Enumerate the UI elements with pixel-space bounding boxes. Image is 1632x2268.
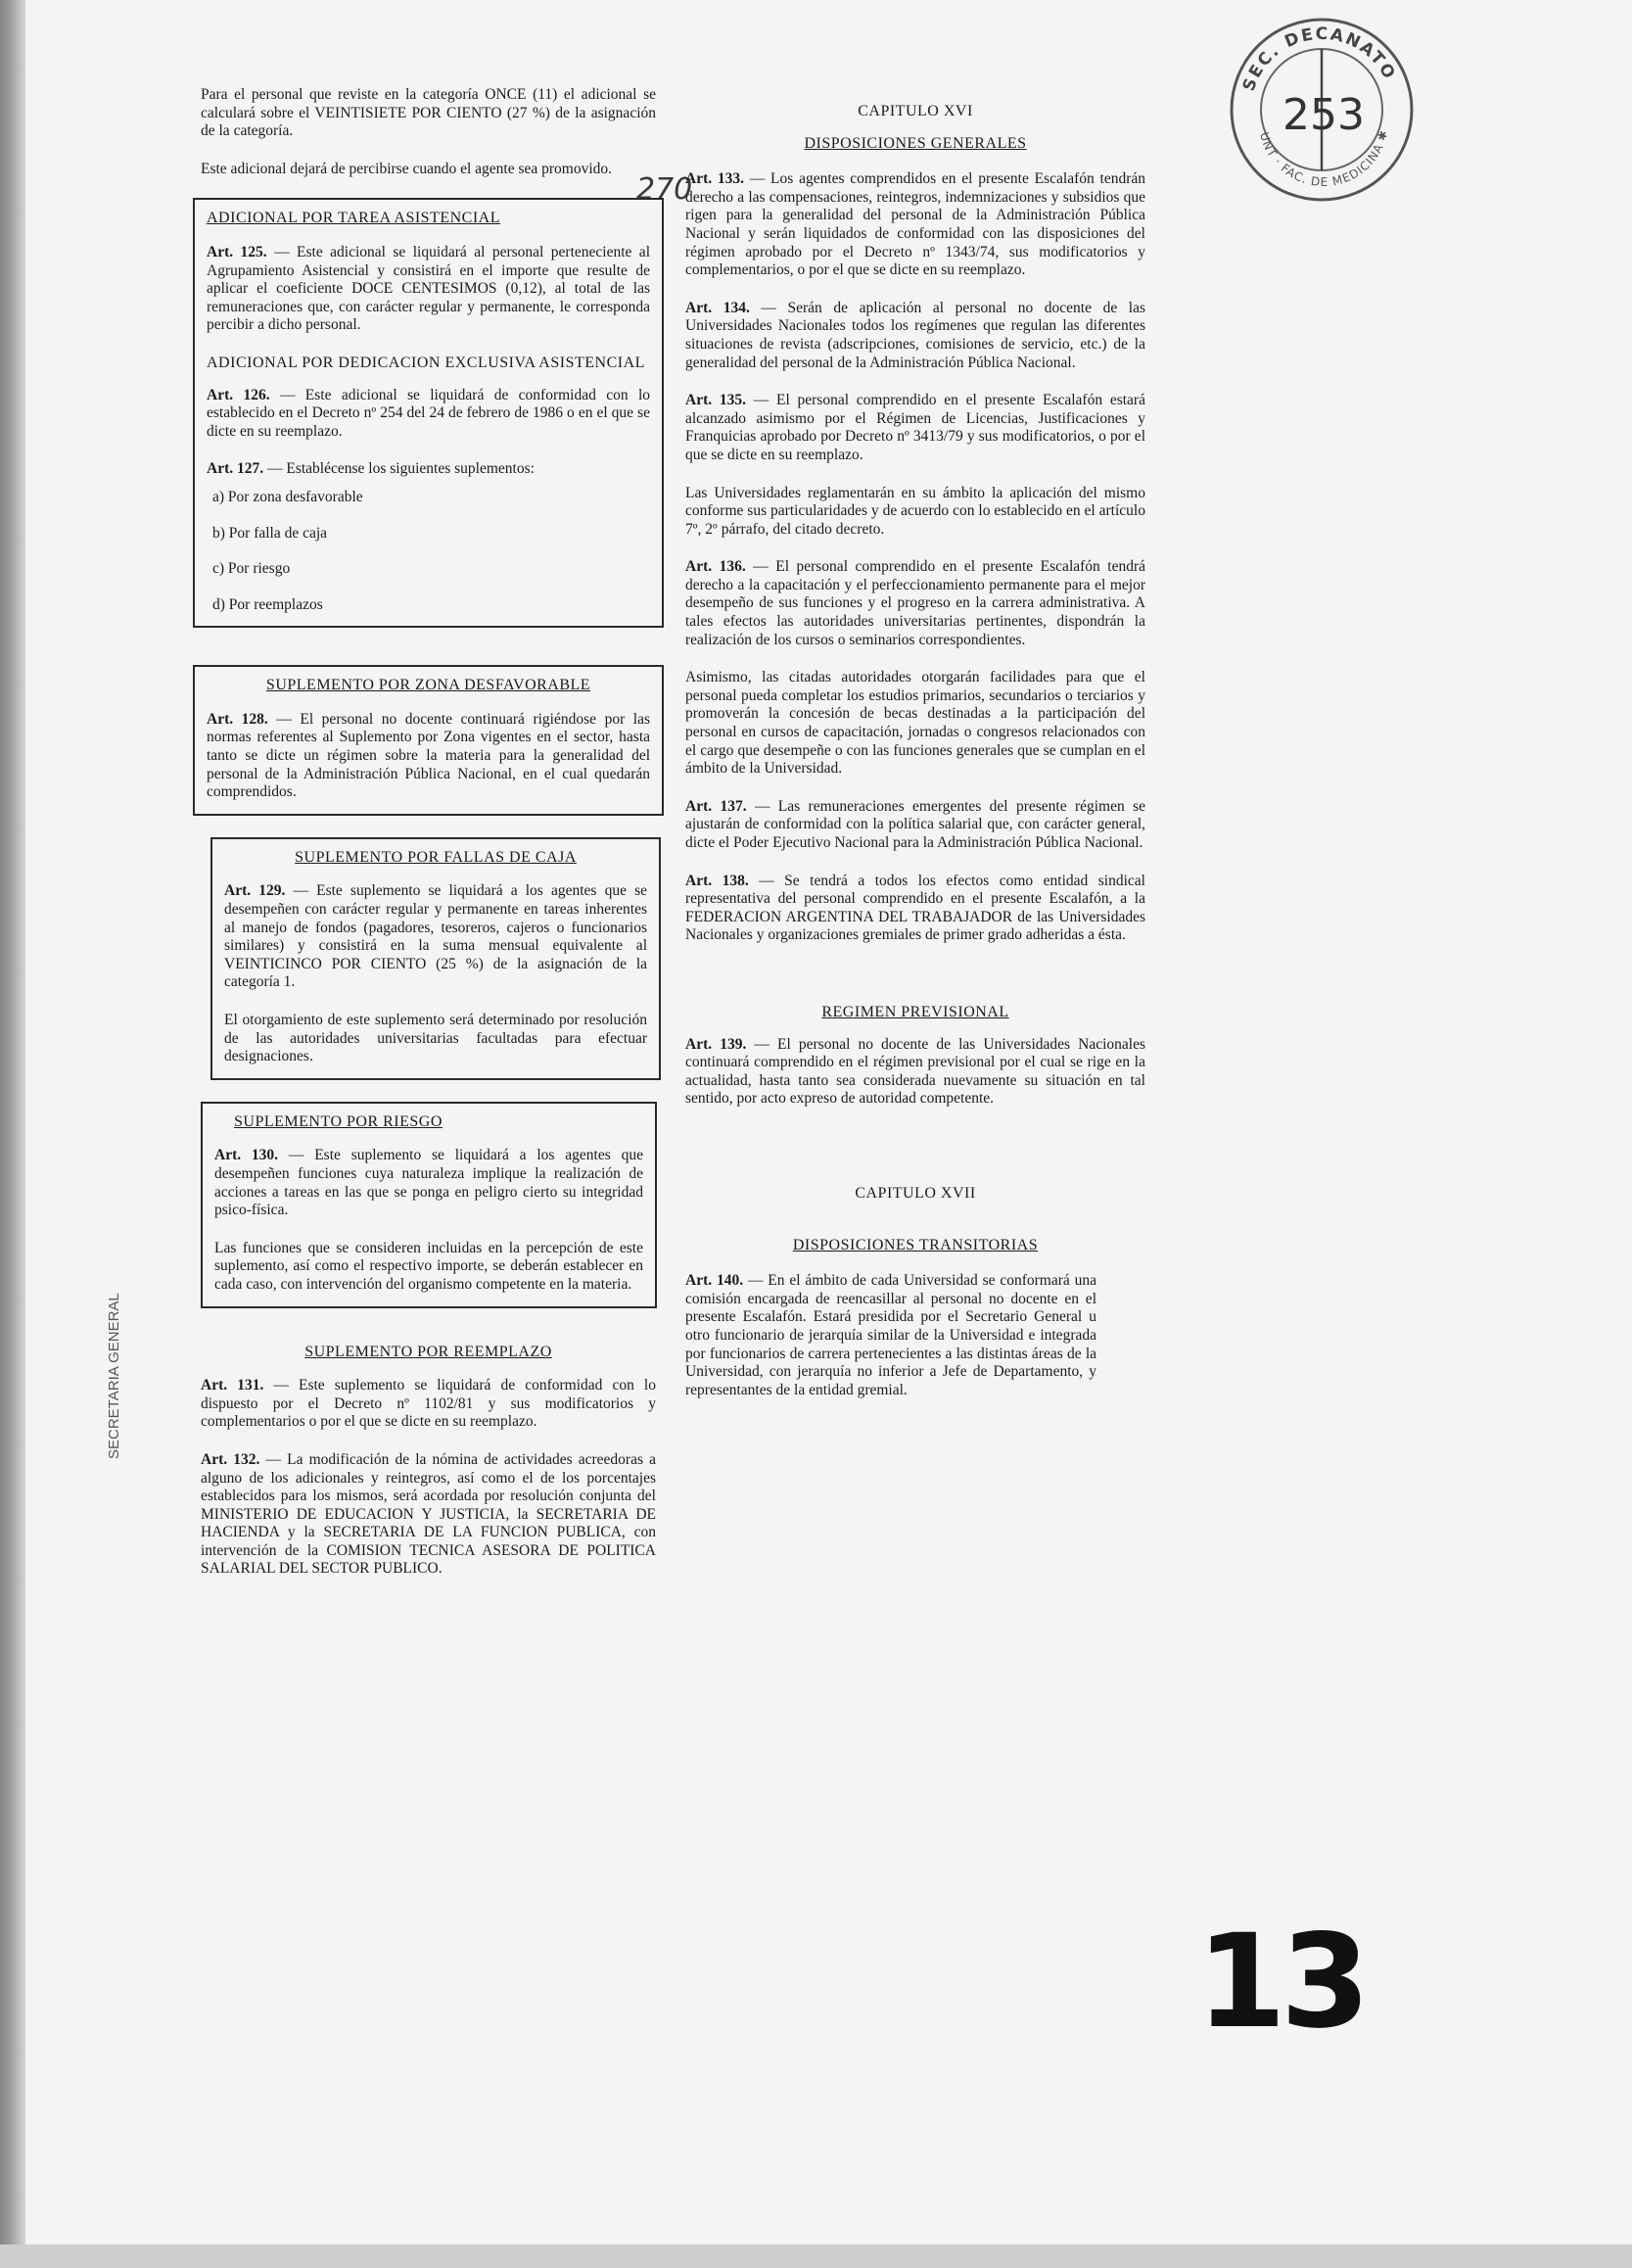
article-number: Art. 127. (207, 460, 264, 478)
article-text: — Establécense los siguientes suplementos: (267, 460, 535, 478)
box-fallas-de-caja (210, 837, 661, 1080)
scan-edge-shadow (0, 0, 25, 2268)
article-139 (685, 1036, 1145, 1109)
list-item: a) Por zona desfavorable (212, 488, 363, 505)
article-128 (207, 711, 650, 802)
page-number: 13 (1196, 1907, 1365, 2057)
article-number: Art. 137. (685, 797, 747, 815)
article-number: Art. 134. (685, 299, 750, 316)
article-text: — Las remuneraciones emergentes del presente régimen se ajustarán de conformidad con la política salarial que, con carácter general, dicte el Poder Ejecutivo Nacional para la Administración Pública Nacional. (685, 797, 1145, 851)
article-number: Art. 139. (685, 1035, 747, 1053)
article-133 (685, 170, 1145, 280)
article-number: Art. 126. (207, 386, 270, 403)
article-text: — Este suplemento se liquidará a los agentes que se desempeñen con carácter regular y permanente en tareas inherentes al manejo de fondos (pagadores, tesoreros, cajeros o funcionarios similares) y consistirá en la suma mensual equivalente al VEINTICINCO POR CIENTO (25 %) de la asignación de la categoría 1. (224, 882, 647, 991)
chapter-16-label: CAPITULO XVI (858, 103, 973, 119)
chapter-17-title: DISPOSICIONES TRANSITORIAS (792, 1236, 1039, 1253)
article-130-paragraph-2: Las funciones que se consideren incluidas en la percepción de este suplemento, así como el respectivo importe, se deberán establecer en cada caso, con intervención del organismo competente en la materia. (214, 1239, 643, 1293)
article-text: — Este suplemento se liquidará de conformidad con lo dispuesto por el Decreto nº 1102/81 y sus modificatorios y complementarios o por el que se dicte en su reemplazo. (201, 1377, 656, 1431)
article-number: Art. 129. (224, 882, 286, 900)
article-text: — En el ámbito de cada Universidad se conformará una comisión encargada de reencasillar al personal no docente en el presente Escalafón. Estará presidida por el Secretario General u otro funcionario de jerarquía similar de la Universidad e integrada por funcionarios de carrera pertenecientes a las distintas áreas de la Universidad, con jerarquía no inferior a Jefe de Departamento, y representantes de la entidad gremial. (685, 1272, 1097, 1398)
article-text: — Este adicional se liquidará al personal perteneciente al Agrupamiento Asistencial y consistirá en el importe que resulte de aplicar el coeficiente DOCE CENTESIMOS (0,12), al total de las remuneraciones que, con carácter regular y permanente, le corresponda percibir a dicho personal. (207, 243, 650, 334)
intro-paragraph-2: Este adicional dejará de percibirse cuando el agente sea promovido. (201, 160, 613, 177)
list-item: c) Por riesgo (212, 560, 291, 578)
article-136 (685, 558, 1145, 649)
article-number: Art. 131. (201, 1377, 264, 1394)
scan-bottom-band (0, 2244, 1632, 2268)
heading-dedicacion-exclusiva: ADICIONAL POR DEDICACION EXCLUSIVA ASISTENCIAL (207, 354, 645, 371)
right-column (685, 103, 1145, 1419)
list-item: d) Por reemplazos (212, 595, 323, 613)
article-129 (224, 882, 647, 992)
box-adicional-asistencial (193, 198, 664, 628)
heading-reemplazo: SUPLEMENTO POR REEMPLAZO (304, 1343, 552, 1360)
article-number: Art. 130. (214, 1147, 279, 1164)
article-number: Art. 133. (685, 170, 745, 188)
stamp-number: 253 (1282, 90, 1365, 140)
article-140 (685, 1272, 1096, 1399)
svg-text:SEC. DECANATO: SEC. DECANATO (1238, 24, 1400, 94)
article-number: Art. 138. (685, 872, 749, 889)
heading-regimen-previsional: REGIMEN PREVISIONAL (821, 1003, 1009, 1020)
chapter-16-title: DISPOSICIONES GENERALES (804, 134, 1027, 152)
heading-fallas-de-caja: SUPLEMENTO POR FALLAS DE CAJA (295, 848, 577, 866)
article-text: — Este adicional se liquidará de conformidad con lo establecido en el Decreto nº 254 del 24 de febrero de 1986 o en el que se dicte en su reemplazo. (207, 386, 650, 440)
article-131 (201, 1377, 656, 1432)
intro-paragraph-1: Para el personal que reviste en la categoría ONCE (11) el adicional se calculará sobre el VEINTISIETE POR CIENTO (27 %) de la asignación de la categoría. (201, 86, 656, 140)
article-number: Art. 135. (685, 392, 746, 409)
article-text: — El personal no docente continuará rigiéndose por las normas referentes al Suplemento por Zona vigentes en el sector, hasta tanto se dicte un régimen sobre la materia para la generalidad del personal de la Administración Pública Nacional, en el cual quedarán comprendidos. (207, 710, 650, 801)
list-item: b) Por falla de caja (212, 524, 328, 542)
article-130 (214, 1147, 643, 1219)
article-text: — Se tendrá a todos los efectos como entidad sindical representativa del personal comprendido en el presente Escalafón, a la FEDERACION ARGENTINA DEL TRABAJADOR de las Universidades Nacionales y organizaciones gremiales de primer grado adheridas a ésta. (685, 872, 1145, 944)
article-text: — El personal no docente de las Universidades Nacionales continuará comprendido en el régimen previsional por el cual se rige en la actualidad, hasta tanto sea considerada nuevamente su situación en tal sentido, por acto expreso de autoridad competente. (685, 1035, 1145, 1108)
article-132 (201, 1451, 656, 1579)
article-127 (207, 460, 650, 479)
article-126 (207, 387, 650, 442)
article-125 (207, 244, 650, 335)
svg-text:UNT · FAC. DE MEDICINA ✱: UNT · FAC. DE MEDICINA ✱ (1257, 128, 1391, 190)
heading-riesgo: SUPLEMENTO POR RIESGO (234, 1112, 443, 1130)
box-zona-desfavorable (193, 665, 664, 816)
handwritten-note: 270 (636, 172, 693, 207)
article-136-paragraph-2: Asimismo, las citadas autoridades otorgarán facilidades para que el personal pueda completar los estudios primarios, secundarios o terciarios y promoverán la concesión de becas destinadas a la participación del personal en cursos de capacitación, jornadas o congresos relacionados con el cargo que desempeñe o con las funciones generales que se cumplan en el ámbito de la Universidad. (685, 669, 1145, 778)
article-129-paragraph-2: El otorgamiento de este suplemento será determinado por resolución de las autoridades universitarias facultadas para efectuar designaciones. (224, 1012, 647, 1065)
article-text: — La modificación de la nómina de actividades acreedoras a alguno de los adicionales y reintegros, así como el de los porcentajes establecidos para los mismos, será acordada por resolución conjunta del MINISTERIO DE EDUCACION Y JUSTICIA, la SECRETARIA DE HACIENDA y la SECRETARIA DE LA FUNCION PUBLICA, con intervención de la COMISION TECNICA ASESORA DE POLITICA SALARIAL DEL SECTOR PUBLICO. (201, 1450, 656, 1578)
heading-zona-desfavorable: SUPLEMENTO POR ZONA DESFAVORABLE (265, 677, 591, 694)
article-text: — El personal comprendido en el presente Escalafón tendrá derecho a la capacitación y el perfeccionamiento permanente para el mejor desempeño de sus funciones y el progreso en la carrera administrativa. A tales efectos las autoridades universitarias pertinentes, dispondrán la realización de los cursos o seminarios correspondientes. (685, 558, 1146, 648)
article-137 (685, 798, 1145, 853)
article-number: Art. 136. (685, 558, 746, 576)
article-134 (685, 300, 1145, 372)
article-number: Art. 125. (207, 243, 267, 260)
article-text: — Este suplemento se liquidará a los agentes que desempeñen funciones cuya naturaleza implique la realización de acciones a tareas en las que se ponga en peligro cierto su integridad psico-física. (214, 1147, 643, 1219)
article-text: — Serán de aplicación al personal no docente de las Universidades Nacionales todos los regímenes que regulan las diferentes situaciones de revista (adscripciones, comisiones de servicio, etc.) de la generalidad del personal de la Administración Pública Nacional. (685, 299, 1145, 371)
article-number: Art. 132. (201, 1450, 260, 1468)
side-stamp (106, 1273, 155, 1459)
article-135-paragraph-2: Las Universidades reglamentarán en su ámbito la aplicación del mismo conforme sus particularidades y de acuerdo con lo establecido en el artículo 7º, 2º párrafo, del citado decreto. (685, 484, 1145, 538)
side-stamp-text: SECRETARIA GENERAL (106, 1293, 122, 1459)
box-riesgo (201, 1102, 657, 1308)
article-text: — Los agentes comprendidos en el presente Escalafón tendrán derecho a las compensaciones, reintegros, indemnizaciones y subsidios que rigen para la generalidad del personal de la Administración Pública Nacional y serán liquidados de conformidad con las disposiciones del régimen aprobado por el Decreto nº 1343/74, sus modificatorios y complementarios, o por el que se dicte en su reemplazo. (685, 170, 1145, 279)
heading-adicional-tarea-asistencial: ADICIONAL POR TAREA ASISTENCIAL (207, 210, 501, 227)
suplementos-list (212, 489, 650, 614)
article-number: Art. 128. (207, 710, 268, 728)
article-number: Art. 140. (685, 1272, 744, 1290)
article-138 (685, 873, 1145, 945)
left-column (201, 86, 656, 1598)
article-135 (685, 392, 1145, 464)
chapter-17-label: CAPITULO XVII (855, 1184, 976, 1202)
article-text: — El personal comprendido en el presente Escalafón estará alcanzado asimismo por el Régimen de Licencias, Justificaciones y Franquicias aprobado por Decreto nº 3413/79 y sus modificatorios, o por el que se dicte en su reemplazo. (685, 392, 1145, 463)
